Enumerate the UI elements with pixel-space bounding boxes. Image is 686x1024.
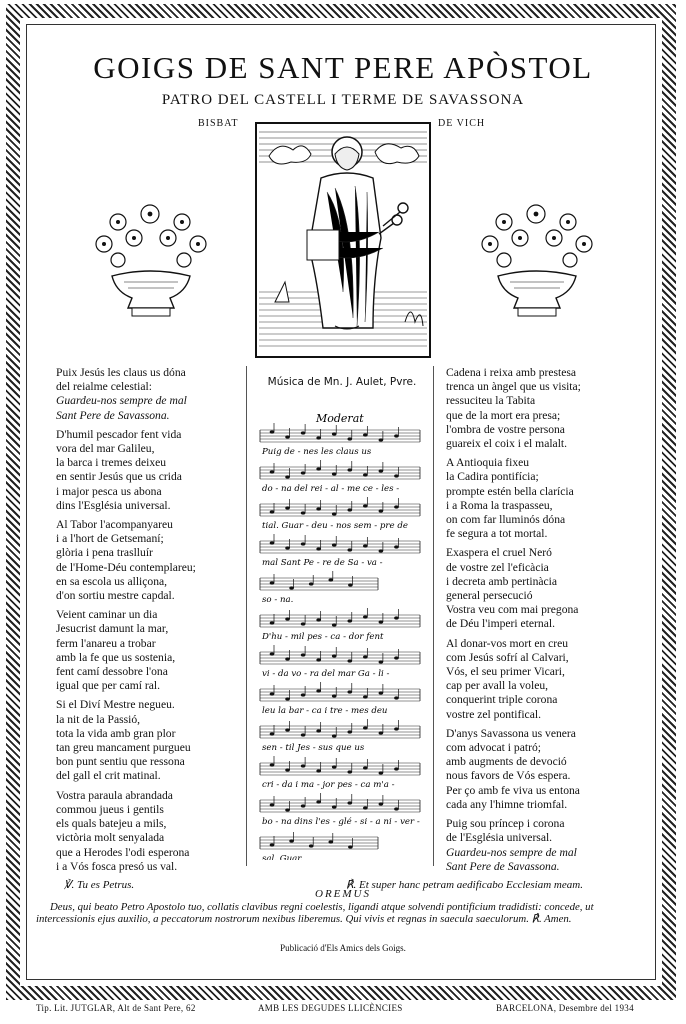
note: [332, 805, 337, 808]
verse-line: en sa escola us alliçona,: [56, 574, 168, 588]
verse-line: ressuciteu la Tabita: [446, 394, 536, 408]
staff: [260, 497, 420, 516]
verse-line: tan greu mancament purgueu: [56, 741, 191, 755]
note: [309, 582, 314, 585]
verse-line: dins l'Església universal.: [56, 498, 171, 512]
note: [270, 581, 275, 584]
note: [301, 511, 306, 514]
verse-line: Vós, el seu primer Vicari,: [446, 665, 565, 679]
note: [301, 733, 306, 736]
verse-line: del gall el crit matinal.: [56, 769, 161, 783]
verse-line: i major pesca us abona: [56, 484, 162, 498]
verse-line: D'humil pescador fent vida: [56, 427, 182, 441]
note: [285, 475, 290, 478]
staff: [260, 682, 420, 701]
verse-line: que a Herodes l'odi esperona: [56, 845, 190, 859]
note: [379, 620, 384, 623]
verse-line: fent camí dessobre l'ona: [56, 665, 168, 679]
verse-line: bon punt sentiu que ressona: [56, 755, 185, 769]
note: [316, 618, 321, 621]
verse-line: amb augments de devoció: [446, 755, 567, 769]
note: [394, 807, 399, 810]
note: [348, 845, 353, 848]
music-credit: Música de Mn. J. Aulet, Pvre.: [267, 376, 417, 388]
verse-line: com advocat i patró;: [446, 741, 541, 755]
verse-line: l'ombra de vostre persona: [446, 422, 565, 436]
note: [363, 695, 368, 698]
note: [394, 434, 399, 437]
note: [379, 691, 384, 694]
verse-line: Exaspera el cruel Neró: [446, 546, 552, 560]
stanza: [446, 727, 636, 812]
note: [379, 660, 384, 663]
note: [394, 696, 399, 699]
note: [301, 542, 306, 545]
verses-right-column: [446, 366, 636, 879]
oremus-heading: OREMUS: [315, 888, 371, 900]
column-divider: [433, 366, 434, 866]
de-vich-label: DE VICH: [438, 118, 486, 129]
verse-line: victòria molt senyalada: [56, 831, 165, 845]
note: [289, 839, 294, 842]
note: [301, 471, 306, 474]
note: [329, 840, 334, 843]
stanza: [56, 366, 246, 423]
note: [316, 658, 321, 661]
verse-line: cada any l'himne triomfal.: [446, 797, 568, 811]
lyric-line: Puig de - nes les claus us: [262, 447, 372, 457]
verse-line: guareix el coix i el malalt.: [446, 437, 568, 451]
note: [347, 659, 352, 662]
verse-line: ferm l'anareu a trobar: [56, 636, 156, 650]
verse-line: Cadena i reixa amb prestesa: [446, 366, 577, 379]
lyric-line: so - na.: [262, 595, 294, 605]
note: [316, 436, 321, 439]
tempo-marking: Moderat: [316, 412, 364, 425]
note: [379, 549, 384, 552]
place-date: BARCELONA, Desembre del 1934: [496, 1003, 634, 1013]
note: [363, 433, 368, 436]
note: [363, 655, 368, 658]
verse-line: Si el Diví Mestre negueu.: [56, 698, 175, 712]
note: [316, 729, 321, 732]
verse-line: i decreta amb pertinàcia: [446, 574, 558, 588]
note: [347, 619, 352, 622]
note: [394, 616, 399, 619]
response: ℟. Et super hanc petram aedificabo Ecclesiam meam.: [346, 879, 583, 891]
lyric-line: do - na del rei - al - me ce - les -: [262, 484, 400, 494]
verse-line: d'on sortiu mestre capdal.: [56, 589, 175, 603]
note: [363, 615, 368, 618]
note: [332, 654, 337, 657]
staff: [260, 534, 420, 553]
note: [270, 510, 275, 513]
column-divider: [246, 366, 247, 866]
verse-line: general persecució: [446, 589, 533, 603]
printer-credit: Tip. Lit. JUTGLAR, Alt de Sant Pere, 62: [36, 1003, 196, 1013]
prayer-text: Deus, qui beato Petro Apostolo tuo, collatis clavibus regni coelestis, ligandi atque solvendi pontificium tradidisti: concede, ut intercessionis ejus auxilio, a peccatorum nostrorum nexibus liberemus. Qui vivis et regnas in saecula saeculorum. ℟. Amen.: [36, 901, 594, 926]
verse-line: A Antioquia fixeu: [446, 456, 530, 470]
verse-line: tota la vida amb gran plor: [56, 726, 176, 740]
verse-line: commou jueus i gentils: [56, 802, 164, 816]
note: [270, 541, 275, 544]
stanza: [56, 428, 246, 513]
verse-line: la Cadira pontifícia;: [446, 470, 539, 484]
stanza: [56, 518, 246, 603]
lyric-line: sen - til Jes - sus que us: [262, 743, 365, 753]
staff: [260, 423, 420, 442]
bisbat-label: BISBAT: [198, 118, 239, 129]
verse-line: la nit de la Passió,: [56, 712, 141, 726]
verse-line: com Jesús sofrí al Calvari,: [446, 650, 569, 664]
page-title: GOIGS DE SANT PERE APÒSTOL: [93, 50, 593, 85]
note: [301, 764, 306, 767]
verse-line: on com far lluminós dóna: [446, 513, 566, 527]
stanza: [446, 637, 636, 722]
note: [301, 653, 306, 656]
note: [347, 690, 352, 693]
verse-line: nous favors de Vós espera.: [446, 769, 571, 783]
note: [348, 583, 353, 586]
verse-line: vora del mar Galileu,: [56, 442, 155, 456]
note: [347, 508, 352, 511]
verse-line: Al donar-vos mort en creu: [446, 636, 569, 650]
staff: [260, 756, 420, 775]
note: [270, 803, 275, 806]
staff: [260, 793, 420, 812]
note: [347, 770, 352, 773]
verse-line: de l'Home-Déu contemplareu;: [56, 560, 196, 574]
note: [363, 726, 368, 729]
note: [347, 437, 352, 440]
note: [347, 730, 352, 733]
verse-line: i a l'hort de Getsemaní;: [56, 532, 164, 546]
note: [379, 509, 384, 512]
note: [347, 548, 352, 551]
note: [394, 767, 399, 770]
note: [332, 694, 337, 697]
note: [363, 473, 368, 476]
lyric-line: bo - na dins l'es - glé - si - a ni - ver -: [262, 817, 420, 827]
note: [394, 727, 399, 730]
note: [329, 578, 334, 581]
verse-line: glòria i pena traslluír: [56, 546, 153, 560]
note: [363, 766, 368, 769]
note: [309, 844, 314, 847]
lyric-line: sal. Guar.: [262, 854, 304, 860]
note: [301, 693, 306, 696]
staff: [260, 832, 378, 849]
note: [332, 432, 337, 435]
note: [363, 504, 368, 507]
note: [332, 512, 337, 515]
verse-line: D'anys Savassona us venera: [446, 726, 576, 740]
verse-line: amb la fe que us sostenia,: [56, 650, 176, 664]
note: [270, 692, 275, 695]
note: [285, 435, 290, 438]
stanza: [56, 698, 246, 783]
note: [363, 544, 368, 547]
verse-line: i a Roma la traspasseu,: [446, 498, 553, 512]
music-score: [256, 410, 428, 860]
verse-line: de Déu l'imperi eternal.: [446, 617, 555, 631]
verse-line: Guardeu-nos sempre de mal: [446, 845, 577, 859]
note: [301, 622, 306, 625]
staff: [260, 645, 420, 664]
note: [394, 545, 399, 548]
verse-line: Vostra paraula abrandada: [56, 788, 173, 802]
stanza: [56, 608, 246, 693]
lyric-line: D'hu - mil pes - ca - dor fent: [262, 632, 384, 642]
verse-line: Sant Pere de Savassona.: [446, 859, 560, 873]
flower-vase-icon: [474, 200, 600, 326]
verse-line: vostre zel pontifical.: [446, 707, 541, 721]
lyric-line: cri - da i ma - jor pes - ca m'a -: [262, 780, 395, 790]
note: [270, 652, 275, 655]
note: [289, 586, 294, 589]
verse-line: de vostre zel l'eficàcia: [446, 560, 549, 574]
verse-line: i a Vós fosca presó us val.: [56, 859, 178, 873]
note: [379, 469, 384, 472]
note: [270, 843, 275, 846]
note: [379, 438, 384, 441]
note: [285, 697, 290, 700]
note: [285, 768, 290, 771]
verse-line: Al Tabor l'acompanyareu: [56, 518, 173, 532]
lyric-line: leu la bar - ca i tre - mes deu: [262, 706, 388, 716]
note: [316, 467, 321, 470]
verse-line: Per ço amb fe viva us entona: [446, 783, 580, 797]
flower-vase-icon: [88, 200, 214, 326]
lyric-line: tial. Guar - deu - nos sem - pre de: [262, 521, 408, 531]
stanza: [446, 366, 636, 451]
verse-line: cap per avall la voleu,: [446, 679, 549, 693]
note: [270, 732, 275, 735]
note: [332, 472, 337, 475]
staff: [260, 571, 378, 590]
note: [270, 430, 275, 433]
lyric-line: vi - da vo - ra del mar Ga - li -: [262, 669, 390, 679]
verse-line: igual que per camí ral.: [56, 679, 160, 693]
verse-line: la barca i tremes deixeu: [56, 456, 167, 470]
note: [285, 808, 290, 811]
note: [316, 800, 321, 803]
saint-peter-image: [255, 122, 431, 358]
license-note: AMB LES DEGUDES LLICÈNCIES: [258, 1003, 403, 1013]
note: [394, 505, 399, 508]
note: [363, 806, 368, 809]
note: [316, 547, 321, 550]
note: [332, 734, 337, 737]
note: [316, 769, 321, 772]
verse-line: Sant Pere de Savassona.: [56, 408, 170, 422]
verse-line: Jesucrist damunt la mar,: [56, 622, 169, 636]
note: [379, 802, 384, 805]
stanza: [56, 789, 246, 874]
note: [379, 771, 384, 774]
verse-line: Puig sou príncep i corona: [446, 817, 565, 831]
verse-line: Veient caminar un dia: [56, 608, 158, 622]
note: [394, 474, 399, 477]
stanza: [446, 817, 636, 874]
verses-left-column: [56, 366, 246, 879]
verse-line: fe segura a tot mortal.: [446, 527, 548, 541]
verse-line: Guardeu-nos sempre de mal: [56, 394, 187, 408]
staff: [260, 608, 420, 627]
stanza: [446, 546, 636, 631]
publication-note: Publicació d'Els Amics dels Goigs.: [280, 943, 406, 953]
note: [285, 506, 290, 509]
note: [270, 621, 275, 624]
verse-line: els quals batejeu a mils,: [56, 817, 167, 831]
verse-line: Vostra veu com mai pregona: [446, 603, 579, 617]
note: [332, 543, 337, 546]
verse-line: del reialme celestial:: [56, 380, 152, 394]
note: [270, 470, 275, 473]
verse-line: conquerint triple corona: [446, 693, 558, 707]
verse-line: Puix Jesús les claus us dóna: [56, 366, 186, 379]
note: [316, 689, 321, 692]
note: [332, 623, 337, 626]
versicle: ℣. Tu es Petrus.: [64, 879, 135, 891]
verse-line: prompte estén bella clarícia: [446, 484, 574, 498]
verse-line: en sentir Jesús que us crida: [56, 470, 182, 484]
lyric-line: mal Sant Pe - re de Sa - va -: [262, 558, 383, 568]
staff: [260, 719, 420, 738]
stanza: [446, 456, 636, 541]
note: [347, 801, 352, 804]
note: [347, 468, 352, 471]
verse-line: de l'Església universal.: [446, 831, 553, 845]
page-subtitle: PATRO DEL CASTELL I TERME DE SAVASSONA: [161, 92, 525, 108]
note: [285, 617, 290, 620]
note: [316, 507, 321, 510]
staff: [260, 460, 420, 479]
note: [301, 804, 306, 807]
note: [285, 546, 290, 549]
note: [285, 728, 290, 731]
verse-line: trenca un àngel que us visita;: [446, 380, 581, 394]
note: [394, 656, 399, 659]
note: [332, 765, 337, 768]
note: [379, 731, 384, 734]
verse-line: que de la mort era presa;: [446, 408, 561, 422]
note: [301, 431, 306, 434]
note: [270, 763, 275, 766]
note: [285, 657, 290, 660]
